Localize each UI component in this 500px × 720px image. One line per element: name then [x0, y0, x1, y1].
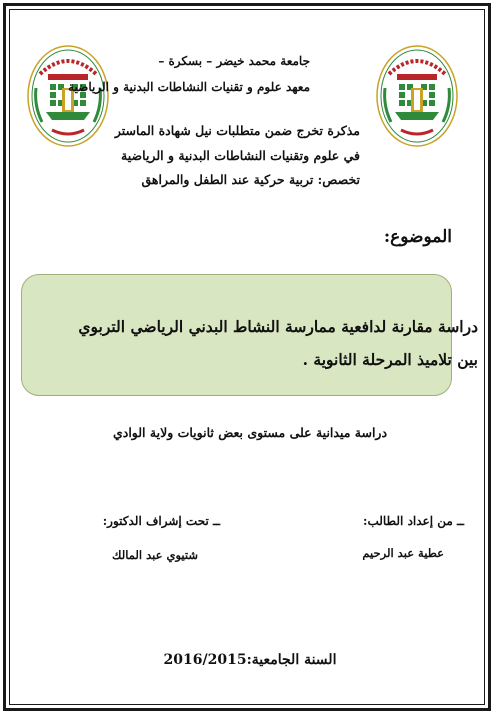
student-name: عطية عبد الرحيم: [362, 546, 444, 560]
thesis-line-1: مذكرة تخرج ضمن متطلبات نيل شهادة الماستر: [114, 123, 360, 138]
university-name: جامعة محمد خيضر – بسكرة –: [158, 54, 310, 68]
prepared-by-label: ــ من إعداد الطالب:: [363, 514, 464, 528]
university-logo-left: [26, 44, 110, 148]
university-logo-icon: [26, 44, 110, 148]
study-note: دراسة ميدانية على مستوى بعض ثانويات ولاية الوادي: [112, 425, 388, 440]
thesis-title: دراسة مقارنة لدافعية ممارسة النشاط البدني الرياضي التربوي بين تلاميذ المرحلة الثانوية .: [78, 317, 478, 369]
supervisor-name: شتيوي عبد المالك: [112, 548, 198, 562]
thesis-line-2: في علوم وتقنيات النشاطات البدنية و الرياضية: [121, 148, 360, 163]
university-logo-right: [375, 44, 459, 148]
university-logo-icon: [375, 44, 459, 148]
institute-name: معهد علوم و تقنيات النشاطات البدنية و الرياضية: [68, 80, 310, 94]
subject-label: الموضوع:: [383, 227, 452, 247]
supervisor-label: ــ تحت إشراف الدكتور:: [102, 514, 220, 528]
academic-year: السنة الجامعية:2016/2015: [163, 652, 337, 668]
thesis-specialty: تخصص: تربية حركية عند الطفل والمراهق: [141, 172, 360, 187]
